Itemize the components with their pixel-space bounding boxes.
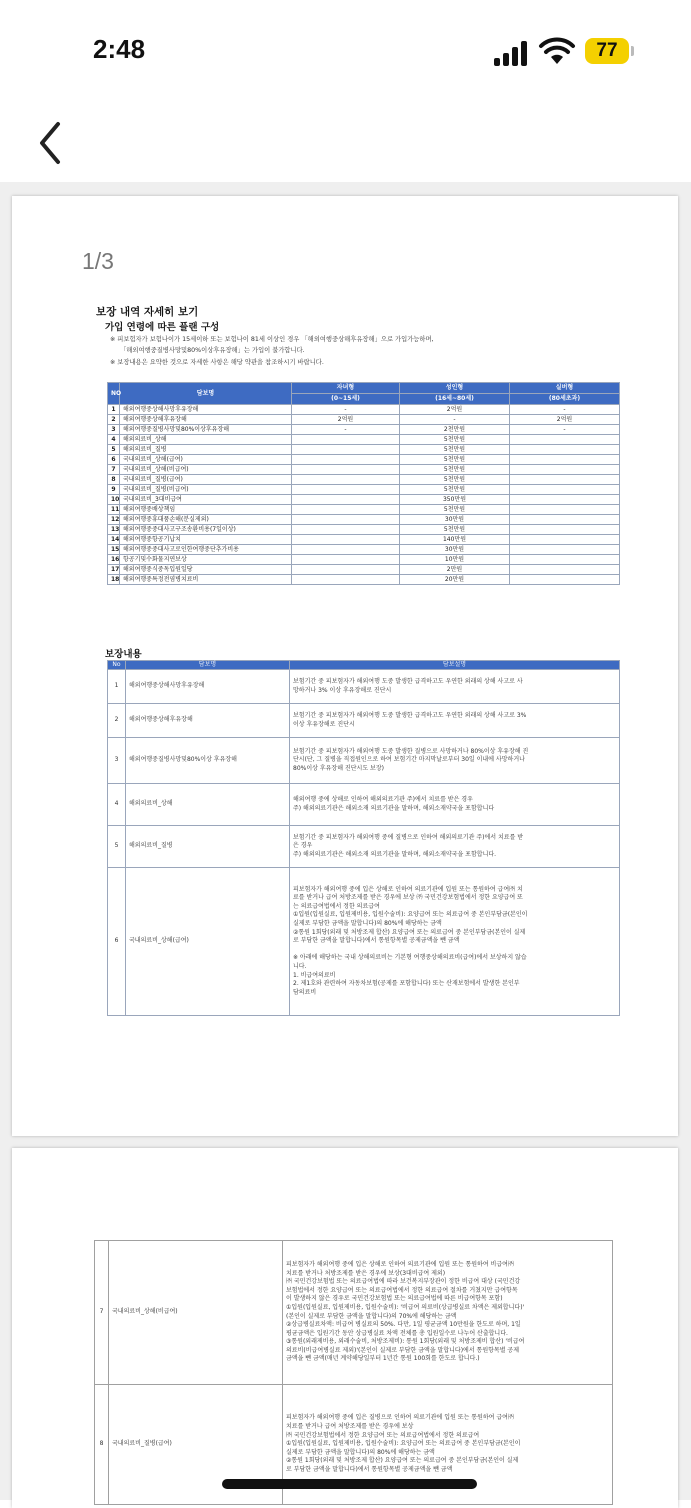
row-number: 4 [108, 435, 120, 445]
table-row [108, 445, 620, 455]
senior-amount [510, 445, 620, 455]
adult-amount: - [400, 415, 510, 425]
child-amount [292, 515, 400, 525]
senior-amount [510, 565, 620, 575]
child-amount [292, 445, 400, 455]
row-number: 4 [108, 784, 126, 826]
col-header-senior: 실버형 [510, 383, 620, 394]
senior-amount [510, 475, 620, 485]
adult-amount: 140만원 [400, 535, 510, 545]
coverage-name: 국내의료비_상해(급여) [120, 455, 292, 465]
note-line: ※ 보장내용은 요약한 것으로 자세한 사항은 해당 약관을 참조하시기 바랍니다. [110, 359, 324, 366]
table-row [108, 515, 620, 525]
row-number: 3 [108, 425, 120, 435]
coverage-description: 피보험자가 해외여행 중에 입은 상해로 인하여 의료기관에 입원 또는 통원하여 급여㈜ 치 료를 받거나 급여 처방조제를 받은 경우에 보상 ㈜ 국민건강보험법에서 정한 요양급여 또 는 의료급여법에서 정한 의료급여 ①입원(입원실료, 입원제비용, 입원수술비): 요양급여 또는 의료급여 중 본인부담금(본인이 실제로 부담한 금액을 말합니다)의 80%에 해당하는 금액 ②통원 1회당(외래 및 처방조제 합산) 요양급여 또는 의료급여 중 본인부담금(본인이 실제 로 부담한 금액을 말합니다)에서 통원항목별 공제금액을 뺀 금액 ※ 아래에 해당하는 국내 상해의료비는 기본형 여행중상해의료비(급여)에서 보상하지 않습 니다. 1. 비급여의료비 2. 제1호와 관련하여 자동차보험(공제를 포함합니다) 또는 산재보험에서 발생한 본인부 담의료비 [290, 868, 620, 1016]
coverage-name: 해외의료비_상해 [126, 784, 290, 826]
child-amount: - [292, 405, 400, 415]
col-header-coverage: 담보명 [120, 383, 292, 405]
senior-amount [510, 455, 620, 465]
coverage-description: 보험기간 중 피보험자가 해외여행 도중 발생한 질병으로 사망하거나 80%이상 후유장해 진 단시(단, 그 질병을 직접원인으로 하여 보험기간 마지막날로부터 30일 이내에 사망하거나 80%이상 후유장해 진단시도 보장) [290, 738, 620, 784]
adult-amount: 5천만원 [400, 485, 510, 495]
senior-amount [510, 515, 620, 525]
battery-icon: 77 [585, 38, 629, 64]
senior-amount: 2억원 [510, 415, 620, 425]
coverage-name: 해외여행중상해후유장해 [126, 704, 290, 738]
table-row [108, 535, 620, 545]
table-row [108, 565, 620, 575]
child-amount [292, 525, 400, 535]
child-amount [292, 465, 400, 475]
table-row [108, 505, 620, 515]
row-number: 6 [108, 455, 120, 465]
wifi-icon [540, 38, 574, 66]
table-row [108, 455, 620, 465]
col-header-child-age: (0~15세) [292, 394, 400, 405]
document-title: 보장 내역 자세히 보기 [96, 306, 199, 318]
child-amount [292, 545, 400, 555]
coverage-name: 해외의료비_질병 [126, 826, 290, 868]
child-amount [292, 565, 400, 575]
col-header-description: 담보설명 [290, 661, 620, 670]
child-amount [292, 505, 400, 515]
document-subtitle: 가입 연령에 따른 플랜 구성 [105, 322, 220, 333]
coverage-description: 보험기간 중 피보험자가 해외여행 도중 발생한 급격하고도 우연한 외래의 상해 사고로 사 망하거나 3% 이상 후유장해로 진단시 [290, 670, 620, 704]
coverage-name: 해외여행중휴대품손해(분실제외) [120, 515, 292, 525]
page-indicator: 1/3 [82, 248, 114, 274]
col-header-name: 담보명 [126, 661, 290, 670]
table-row [108, 525, 620, 535]
adult-amount: 2천만원 [400, 425, 510, 435]
row-number: 9 [108, 485, 120, 495]
coverage-name: 해외여행중상해사망후유장해 [126, 670, 290, 704]
child-amount [292, 495, 400, 505]
coverage-name: 항공기및수화물지연보상 [120, 555, 292, 565]
senior-amount [510, 545, 620, 555]
coverage-name: 해외여행중질병사망및80%이상 후유장해 [126, 738, 290, 784]
senior-amount: - [510, 425, 620, 435]
row-number: 12 [108, 515, 120, 525]
coverage-name: 국내의료비_질병(급여) [120, 475, 292, 485]
row-number: 15 [108, 545, 120, 555]
row-number: 2 [108, 415, 120, 425]
adult-amount: 5천만원 [400, 445, 510, 455]
coverage-name: 해외여행중질병사망및80%이상후유장해 [120, 425, 292, 435]
row-number: 8 [108, 475, 120, 485]
coverage-name: 해외여행중중대사고구조송환비용(7일이상) [120, 525, 292, 535]
child-amount [292, 485, 400, 495]
row-number: 7 [108, 465, 120, 475]
adult-amount: 5천만원 [400, 505, 510, 515]
row-number: 10 [108, 495, 120, 505]
child-amount [292, 575, 400, 585]
coverage-name: 해외의료비_상해 [120, 435, 292, 445]
document-viewer[interactable] [0, 182, 691, 1500]
status-bar [0, 0, 691, 100]
child-amount: 2억원 [292, 415, 400, 425]
child-amount [292, 455, 400, 465]
senior-amount [510, 495, 620, 505]
col-header-adult-age: (16세~80세) [400, 394, 510, 405]
col-header-no: NO [108, 383, 120, 405]
adult-amount: 5천만원 [400, 455, 510, 465]
col-header-child: 자녀형 [292, 383, 400, 394]
coverage-name: 국내의료비_3대비급여 [120, 495, 292, 505]
row-number: 8 [95, 1385, 109, 1505]
coverage-table [107, 660, 620, 1016]
table-row [95, 1241, 613, 1385]
col-header-no: No [108, 661, 126, 670]
coverage-name: 국내의료비_질병(비급여) [120, 485, 292, 495]
table-row [108, 555, 620, 565]
adult-amount: 5천만원 [400, 435, 510, 445]
adult-amount: 30만원 [400, 545, 510, 555]
row-number: 16 [108, 555, 120, 565]
table-row [108, 405, 620, 415]
adult-amount: 5천만원 [400, 525, 510, 535]
table-row [108, 826, 620, 868]
coverage-description: 해외여행 중에 상해로 인하여 해외의료기관 주)에서 치료를 받은 경우 주) 해외의료기관은 해외소재 의료기관을 말하며, 해외소재약국을 포함합니다 [290, 784, 620, 826]
row-number: 5 [108, 826, 126, 868]
battery-tip [631, 46, 634, 56]
coverage-name: 해외여행중상해사망후유장해 [120, 405, 292, 415]
adult-amount: 30만원 [400, 515, 510, 525]
coverage-description: 피보험자가 해외여행 중에 입은 상해로 인하여 의료기관에 입원 또는 통원하여 비급여㈜ 치료를 받거나 처방조제를 받은 경우에 보상(3대비급여 제외) ㈜ 국민건강보험법 또는 의료급여법에 따라 보건복지부장관이 정한 비급여 대상 (국민건강 보험법에서 정한 요양급여 또는 의료급여법에서 정한 의료급여 절차를 거쳤지만 급여항목 이 발생하지 않은 경우로 국민건강보험법 또는 의료급여법에 따른 비급여항목 포함) ①입원(입원실료, 입원제비용, 입원수술비): '비급여 의료비(상급병실료 차액은 제외합니다)' (본인이 실제로 부담한 금액을 말합니다)의 70%에 해당하는 금액 ②상급병실료차액: 비급여 병실료의 50%. 다만, 1일 평균금액 10만원을 한도로 하며, 1일 평균금액은 입원기간 동안 상급병실료 차액 전체를 총 입원일수로 나누어 산출합니다. ③통원(외래제비용, 외래수술비, 처방조제비): 통원 1회당(외래 및 처방조제비 합산) '비급여 의료비(비급여병실료 제외)'(본인이 실제로 부담한 금액을 말합니다)에서 통원항목별 공제 금액을 뺀 금액(매년 계약해당일부터 1년간 통원 100회를 한도로 합니다.) [283, 1241, 613, 1385]
table-row [108, 575, 620, 585]
adult-amount: 20만원 [400, 575, 510, 585]
adult-amount: 2만원 [400, 565, 510, 575]
note-line: ※ 피보험자가 보험나이가 15세이하 또는 보험나이 81세 이상인 경우 「해외여행중상해후유장해」으로 가입가능하며, [110, 336, 434, 343]
table-row [108, 495, 620, 505]
table-row [108, 485, 620, 495]
table-row [108, 435, 620, 445]
row-number: 1 [108, 670, 126, 704]
senior-amount [510, 555, 620, 565]
cellular-signal-icon [494, 40, 530, 66]
coverage-description: 보험기간 중 피보험자가 해외여행 도중 발생한 급격하고도 우연한 외래의 상해 사고로 3% 이상 후유장해로 진단시 [290, 704, 620, 738]
coverage-description: 보험기간 중 피보험자가 해외여행 중에 질병으로 인하여 해외의료기관 주)에서 치료를 받 은 경우 주) 해외의료기관은 해외소재 의료기관을 말하며, 해외소재약국을 포함합니다. [290, 826, 620, 868]
row-number: 5 [108, 445, 120, 455]
senior-amount [510, 505, 620, 515]
col-header-adult: 성인형 [400, 383, 510, 394]
row-number: 17 [108, 565, 120, 575]
child-amount [292, 435, 400, 445]
adult-amount: 10만원 [400, 555, 510, 565]
section-title: 보장내용 [105, 649, 142, 660]
col-header-senior-age: (80세초과) [510, 394, 620, 405]
child-amount: - [292, 425, 400, 435]
table-row [108, 475, 620, 485]
table-row [108, 670, 620, 704]
home-indicator[interactable] [222, 1479, 477, 1489]
adult-amount: 5천만원 [400, 465, 510, 475]
row-number: 6 [108, 868, 126, 1016]
row-number: 18 [108, 575, 120, 585]
table-row [108, 545, 620, 555]
table-row [108, 704, 620, 738]
senior-amount [510, 525, 620, 535]
coverage-description: 피보험자가 해외여행 중에 입은 질병으로 인하여 의료기관에 입원 또는 통원하여 급여㈜ 치료를 받거나 급여 처방조제를 받은 경우에 보상 ㈜ 국민건강보험법에서 정한 요양급여 또는 의료급여법에서 정한 의료급여 ①입원(입원실료, 입원제비용, 입원수술비): 요양급여 또는 의료급여 중 본인부담금(본인이 실제로 부담한 금액을 말합니다)의 80%에 해당하는 금액 ②통원 1회당(외래 및 처방조제 합산) 요양급여 또는 의료급여 중 본인부담금(본인이 실제 로 부담한 금액을 말합니다)에서 통원항목별 공제금액을 뺀 금액 [283, 1385, 613, 1505]
table-row [108, 415, 620, 425]
clock: 2:48 [93, 34, 146, 64]
senior-amount [510, 465, 620, 475]
senior-amount [510, 575, 620, 585]
back-chevron-icon[interactable] [30, 118, 70, 168]
coverage-name: 해외여행중항공기납치 [120, 535, 292, 545]
table-row [108, 868, 620, 1016]
row-number: 13 [108, 525, 120, 535]
coverage-name: 국내의료비_상해(비급여) [120, 465, 292, 475]
note-line: 「해외여행중질병사망및80%이상후유장해」는 가입이 불가합니다. [120, 347, 305, 354]
document-page-2 [12, 1148, 678, 1508]
child-amount [292, 475, 400, 485]
senior-amount [510, 535, 620, 545]
document-page-1 [12, 196, 678, 1136]
table-row [108, 425, 620, 435]
coverage-name: 해외여행중식중독입원일당 [120, 565, 292, 575]
coverage-name: 해외여행중특정전염병치료비 [120, 575, 292, 585]
row-number: 11 [108, 505, 120, 515]
table-row [108, 738, 620, 784]
senior-amount [510, 485, 620, 495]
coverage-name: 해외여행중배상책임 [120, 505, 292, 515]
coverage-name: 해외여행중상해후유장해 [120, 415, 292, 425]
senior-amount [510, 435, 620, 445]
adult-amount: 350만원 [400, 495, 510, 505]
coverage-table-continued [94, 1240, 613, 1505]
child-amount [292, 555, 400, 565]
coverage-name: 해외의료비_질병 [120, 445, 292, 455]
row-number: 1 [108, 405, 120, 415]
coverage-name: 국내의료비_질병(급여) [109, 1385, 283, 1505]
coverage-name: 국내의료비_상해(비급여) [109, 1241, 283, 1385]
senior-amount: - [510, 405, 620, 415]
table-row [108, 465, 620, 475]
row-number: 3 [108, 738, 126, 784]
adult-amount: 5천만원 [400, 475, 510, 485]
coverage-name: 국내의료비_상해(급여) [126, 868, 290, 1016]
row-number: 7 [95, 1241, 109, 1385]
child-amount [292, 535, 400, 545]
row-number: 14 [108, 535, 120, 545]
plan-table [107, 382, 620, 585]
coverage-name: 해외여행중중대사고로인한여행중단추가비용 [120, 545, 292, 555]
row-number: 2 [108, 704, 126, 738]
table-row [108, 784, 620, 826]
adult-amount: 2억원 [400, 405, 510, 415]
